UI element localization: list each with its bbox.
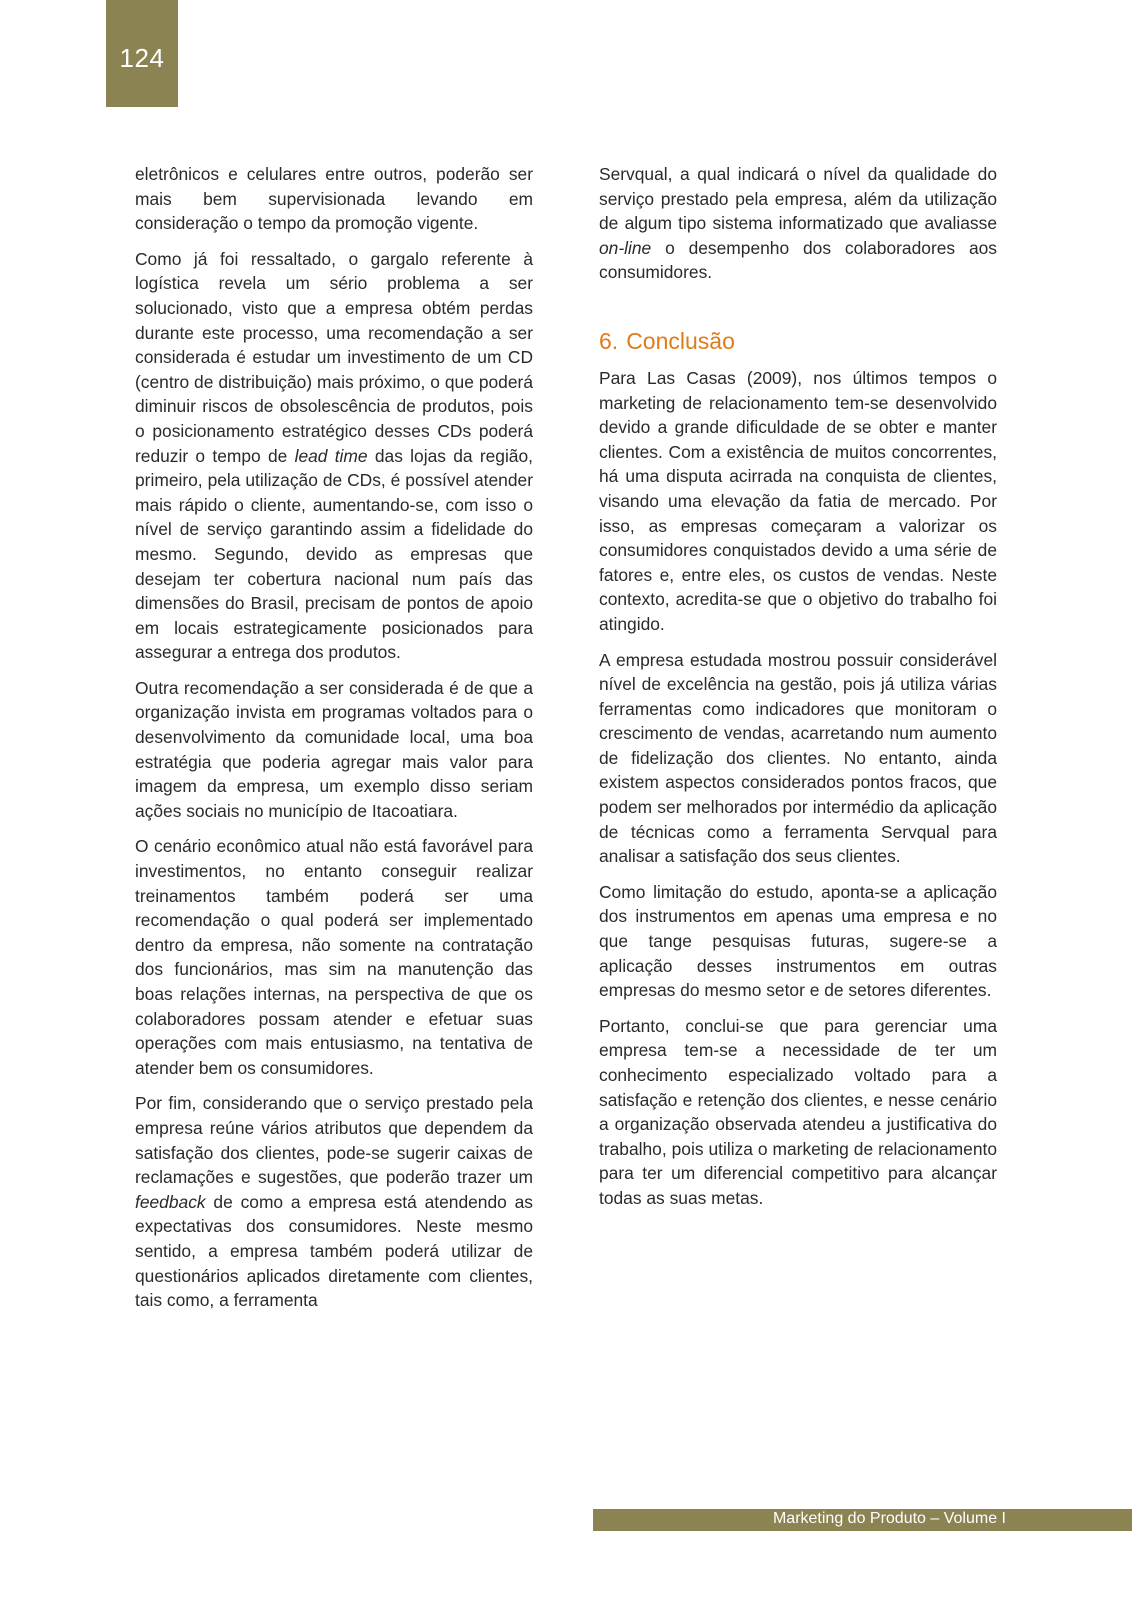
paragraph: A empresa estudada mostrou possuir considerável nível de excelência na gestão, pois já utiliza várias ferramentas como indicadores que monitoram o crescimento de vendas, acarretando num aumento de fidelização dos clientes. No entanto, ainda existem aspectos considerados pontos fracos, que podem ser melhorados por intermédio da aplicação de técnicas como a ferramenta Servqual para analisar a satisfação dos seus clientes.: [599, 649, 997, 867]
paragraph: [135, 1091, 533, 1312]
paragraph: Para Las Casas (2009), nos últimos tempos o marketing de relacionamento tem-se desenvolvido devido a grande dificuldade de se obter e manter clientes. Com a existência de muitos concorrentes, há uma disputa acirrada na conquista de clientes, visando uma elevação da fatia de mercado. Por isso, as empresas começaram a valorizar os consumidores conquistados devido a uma série de fatores e, entre eles, os custos de vendas. Neste contexto, acredita-se que o objetivo do trabalho foi atingido.: [599, 367, 997, 634]
text-run: Como já foi ressaltado, o gargalo referente à logística revela um sério problema a ser solucionado, visto que a empresa obtém perdas durante este processo, uma recomendação a ser considerada é estudar um investimento de um CD (centro de distribuição) mais próximo, o que poderá diminuir riscos de obsolescência de produtos, pois o posicionamento estratégico desses CDs poderá reduzir o tempo de: [135, 248, 533, 466]
section-number: 6.: [599, 327, 619, 354]
right-column: [599, 162, 997, 1222]
paragraph: Outra recomendação a ser considerada é de que a organização invista em programas voltados para o desenvolvimento da comunidade local, uma boa estratégia que poderia agregar mais valor para imagem da empresa, um exemplo disso seriam ações sociais no município de Itacoatiara.: [135, 677, 533, 821]
italic-term: on-line: [599, 237, 652, 258]
text-run: Servqual, a qual indicará o nível da qualidade do serviço prestado pela empresa, além da utilização de algum tipo sistema informatizado que avaliasse: [599, 164, 997, 234]
footer-band: [593, 1509, 1132, 1531]
section-title: Conclusão: [626, 327, 735, 354]
paragraph: eletrônicos e celulares entre outros, poderão ser mais bem supervisionada levando em consideração o tempo da promoção vigente.: [135, 164, 533, 234]
footer-title: Marketing do Produto – Volume I: [772, 1510, 1006, 1527]
section-heading: [599, 328, 997, 355]
italic-term: lead time: [294, 445, 368, 466]
text-run: Por fim, considerando que o serviço prestado pela empresa reúne vários atributos que dependem da satisfação dos clientes, pode-se sugerir caixas de reclamações e sugestões, que poderão trazer um: [135, 1093, 533, 1188]
text-run: o desempenho dos colaboradores aos consumidores.: [599, 237, 997, 283]
paragraph: [599, 162, 997, 285]
page-number-tab: [106, 0, 178, 107]
italic-term: feedback: [135, 1191, 206, 1212]
paragraph: Portanto, conclui-se que para gerenciar uma empresa tem-se a necessidade de ter um conhecimento especializado voltado para a satisfação e retenção dos clientes, e nesse cenário a organização observada atendeu a justificativa do trabalho, pois utiliza o marketing de relacionamento para ter um diferencial competitivo para alcançar todas as suas metas.: [599, 1015, 997, 1208]
text-run: das lojas da região, primeiro, pela utilização de CDs, é possível atender mais rápido o cliente, aumentando-se, com isso o nível de serviço garantindo assim a fidelidade do mesmo. Segundo, devido as empresas que desejam ter cobertura nacional num país das dimensões do Brasil, precisam de pontos de apoio em locais estrategicamente posicionados para assegurar a entrega dos produtos.: [135, 445, 533, 663]
page-number: 124: [119, 43, 165, 73]
paragraph: O cenário econômico atual não está favorável para investimentos, no entanto conseguir realizar treinamentos também poderá ser uma recomendação o qual poderá ser implementado dentro da empresa, não somente na contratação dos funcionários, mas sim na manutenção das boas relações internas, na perspectiva de que os colaboradores possam atender e efetuar suas operações com mais entusiasmo, na tentativa de atender bem os consumidores.: [135, 836, 533, 1078]
paragraph: [135, 247, 533, 665]
left-column: [135, 162, 533, 1324]
paragraph: Como limitação do estudo, aponta-se a aplicação dos instrumentos em apenas uma empresa e no que tange pesquisas futuras, sugere-se a aplicação desses instrumentos em outras empresas do mesmo setor e de setores diferentes.: [599, 881, 997, 1001]
text-run: de como a empresa está atendendo as expectativas dos consumidores. Neste mesmo sentido, a empresa também poderá utilizar de questionários aplicados diretamente com clientes, tais como, a ferramenta: [135, 1191, 533, 1311]
